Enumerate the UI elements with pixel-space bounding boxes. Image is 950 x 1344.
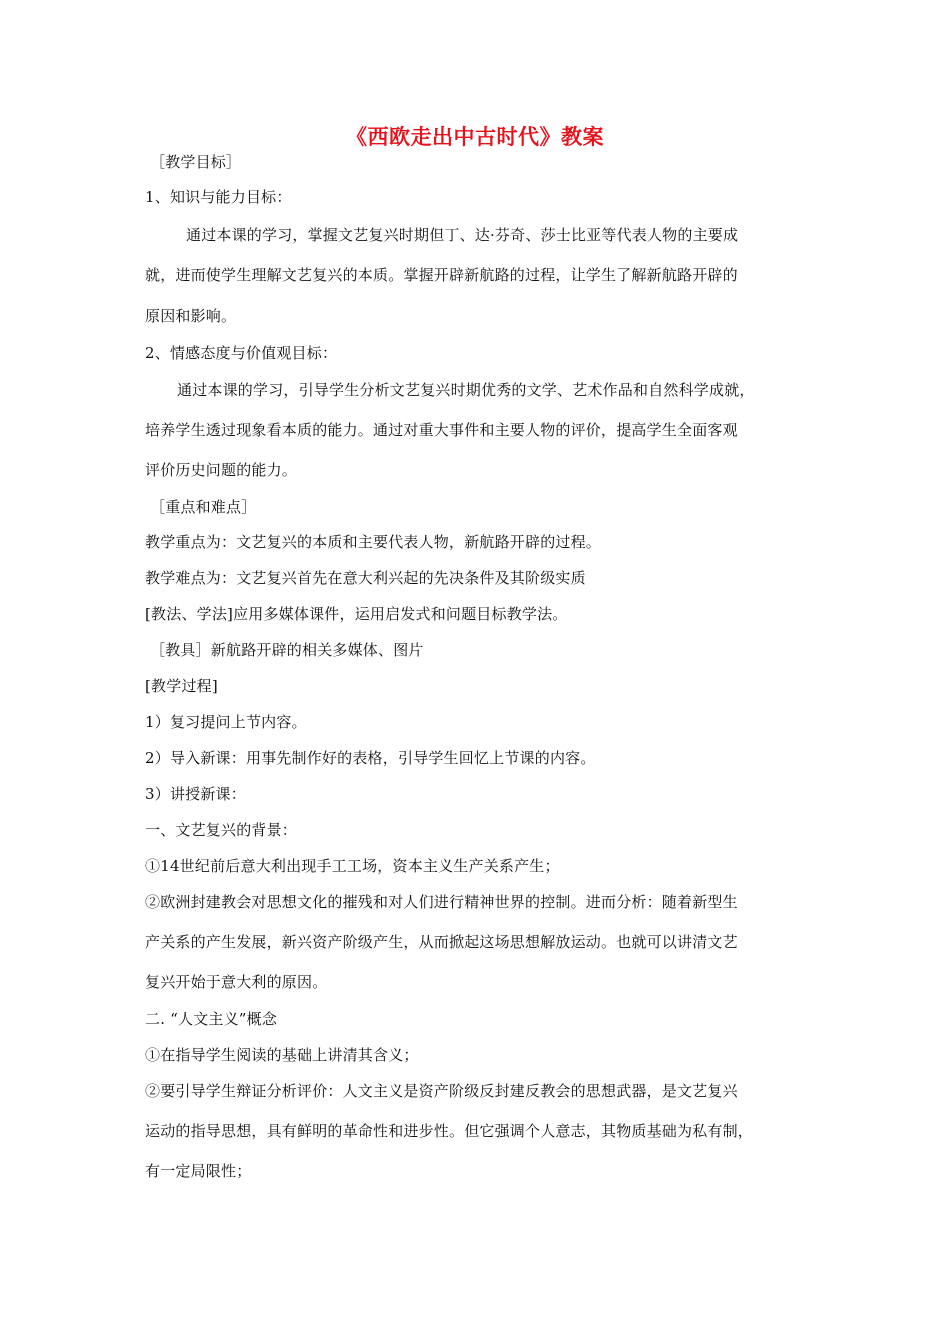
paragraph-line: 通过本课的学习，掌握文艺复兴时期但丁、达·芬奇、莎士比亚等代表人物的主要成 bbox=[186, 226, 739, 244]
section-heading-teaching-goals: ［教学目标］ bbox=[150, 153, 242, 171]
paragraph-line: 原因和影响。 bbox=[145, 307, 237, 325]
subheading-humanism: 二. “人文主义”概念 bbox=[145, 1010, 278, 1028]
list-item: ①在指导学生阅读的基础上讲清其含义； bbox=[145, 1046, 419, 1064]
paragraph-line: 产关系的产生发展，新兴资产阶级产生，从而掀起这场思想解放运动。也就可以讲清文艺 bbox=[145, 933, 738, 951]
subheading-emotion-values: 2、情感态度与价值观目标： bbox=[145, 344, 338, 362]
paragraph-line: 就，进而使学生理解文艺复兴的本质。掌握开辟新航路的过程，让学生了解新航路开辟的 bbox=[145, 266, 738, 284]
subheading-knowledge-ability: 1、知识与能力目标： bbox=[145, 188, 292, 206]
list-item: 1）复习提问上节内容。 bbox=[145, 713, 307, 731]
subheading-background: 一、文艺复兴的背景： bbox=[145, 821, 298, 839]
paragraph-line: 培养学生透过现象看本质的能力。通过对重大事件和主要人物的评价，提高学生全面客观 bbox=[145, 421, 738, 439]
list-item: ①14世纪前后意大利出现手工工场，资本主义生产关系产生； bbox=[145, 857, 560, 875]
text-line-tools: ［教具］新航路开辟的相关多媒体、图片 bbox=[150, 641, 424, 659]
list-item: ②要引导学生辩证分析评价：人文主义是资产阶级反封建反教会的思想武器，是文艺复兴 bbox=[145, 1082, 738, 1100]
paragraph-line: 评价历史问题的能力。 bbox=[145, 461, 298, 479]
paragraph-line: 运动的指导思想，具有鲜明的革命性和进步性。但它强调个人意志，其物质基础为私有制， bbox=[145, 1122, 754, 1140]
paragraph-line: 通过本课的学习，引导学生分析文艺复兴时期优秀的文学、艺术作品和自然科学成就， bbox=[177, 381, 755, 399]
text-line-difficulty: 教学难点为：文艺复兴首先在意大利兴起的先决条件及其阶级实质 bbox=[145, 569, 586, 587]
text-line-methods: [教法、学法]应用多媒体课件，运用启发式和问题目标教学法。 bbox=[145, 605, 568, 623]
section-heading-key-points: ［重点和难点］ bbox=[150, 498, 257, 516]
list-item: 3）讲授新课： bbox=[145, 785, 246, 803]
list-item: ②欧洲封建教会对思想文化的摧残和对人们进行精神世界的控制。进而分析：随着新型生 bbox=[145, 893, 738, 911]
section-heading-teaching-process: [教学过程] bbox=[145, 677, 218, 695]
document-title: 《西欧走出中古时代》教案 bbox=[346, 124, 604, 149]
paragraph-line: 复兴开始于意大利的原因。 bbox=[145, 973, 328, 991]
list-item: 2）导入新课：用事先制作好的表格，引导学生回忆上节课的内容。 bbox=[145, 749, 596, 767]
text-line-key-point: 教学重点为：文艺复兴的本质和主要代表人物，新航路开辟的过程。 bbox=[145, 533, 602, 551]
paragraph-line: 有一定局限性； bbox=[145, 1162, 252, 1180]
